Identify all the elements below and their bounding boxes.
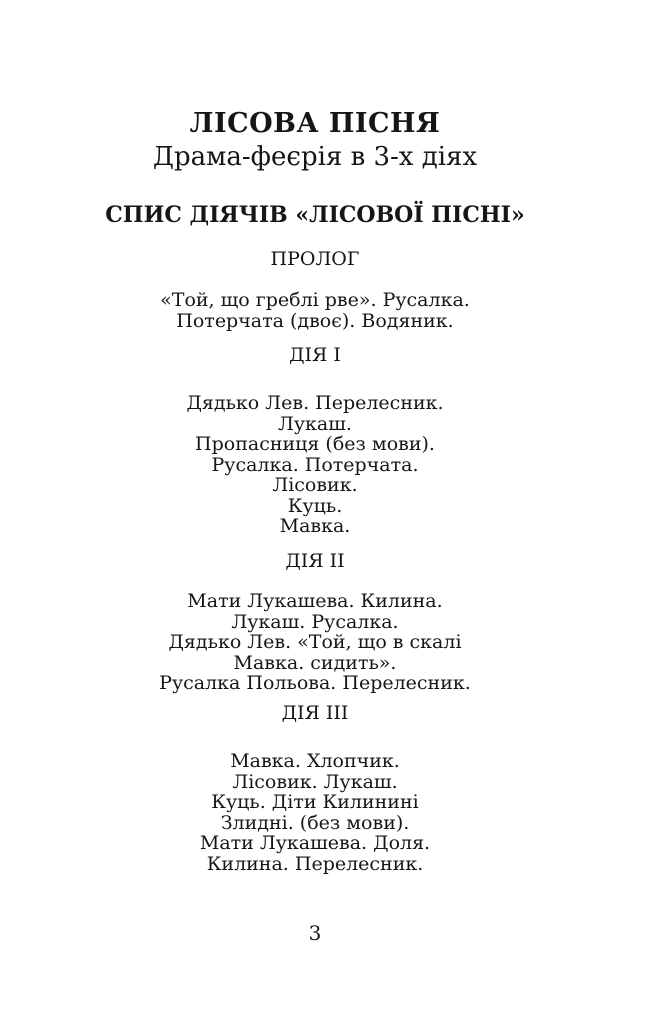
cast-line: Мати Лукашева. Доля. <box>199 832 431 854</box>
book-title: ЛІСОВА ПІСНЯ <box>189 108 441 139</box>
section-heading-prologue: ПРОЛОГ <box>270 248 360 270</box>
cast-line: Лукаш. <box>278 412 352 435</box>
cast-line: Пропасниця (без мови). <box>195 433 435 455</box>
cast-line: Лукаш. Русалка. <box>231 610 399 633</box>
cast-line: Лісовик. Лукаш. <box>232 770 398 793</box>
cast-line: Мавка. Хлопчик. <box>230 750 400 772</box>
section-lines-act-2 <box>100 591 530 694</box>
cast-line: Куць. <box>287 494 343 517</box>
cast-line: Дядько Лев. Перелесник. <box>186 392 444 414</box>
section-lines-act-1 <box>100 393 530 537</box>
cast-line: Мавка. сидить». <box>233 651 397 674</box>
cast-line: Злидні. (без мови). <box>220 811 410 834</box>
book-subtitle: Драма-феєрія в 3-х діях <box>152 142 478 172</box>
title-block <box>100 107 530 173</box>
section-heading-act-1: ДІЯ I <box>289 344 341 366</box>
page-number: 3 <box>308 921 322 945</box>
section-lines-act-3 <box>100 751 530 874</box>
cast-line: Лісовик. <box>272 474 358 496</box>
cast-line: Куць. Діти Килинині <box>211 791 419 813</box>
section-heading-act-2: ДІЯ II <box>285 550 345 572</box>
page-content <box>100 0 530 1024</box>
cast-line: «Той, що греблі рве». Русалка. <box>160 289 470 311</box>
cast-line: Мавка. <box>279 515 351 537</box>
section-lines-prologue <box>100 290 530 331</box>
section-heading-act-3: ДІЯ III <box>281 702 349 724</box>
cast-line: Русалка. Потерчата. <box>211 453 419 476</box>
cast-line: Дядько Лев. «Той, що в скалі <box>168 631 462 653</box>
cast-line: Русалка Польова. Перелесник. <box>159 672 471 694</box>
cast-line: Килина. Перелесник. <box>206 852 424 875</box>
cast-line: Мати Лукашева. Килина. <box>187 590 443 612</box>
cast-line: Потерчата (двоє). Водяник. <box>176 309 454 332</box>
cast-list-header: СПИС ДІЯЧІВ «ЛІСОВОЇ ПІСНІ» <box>105 202 525 228</box>
